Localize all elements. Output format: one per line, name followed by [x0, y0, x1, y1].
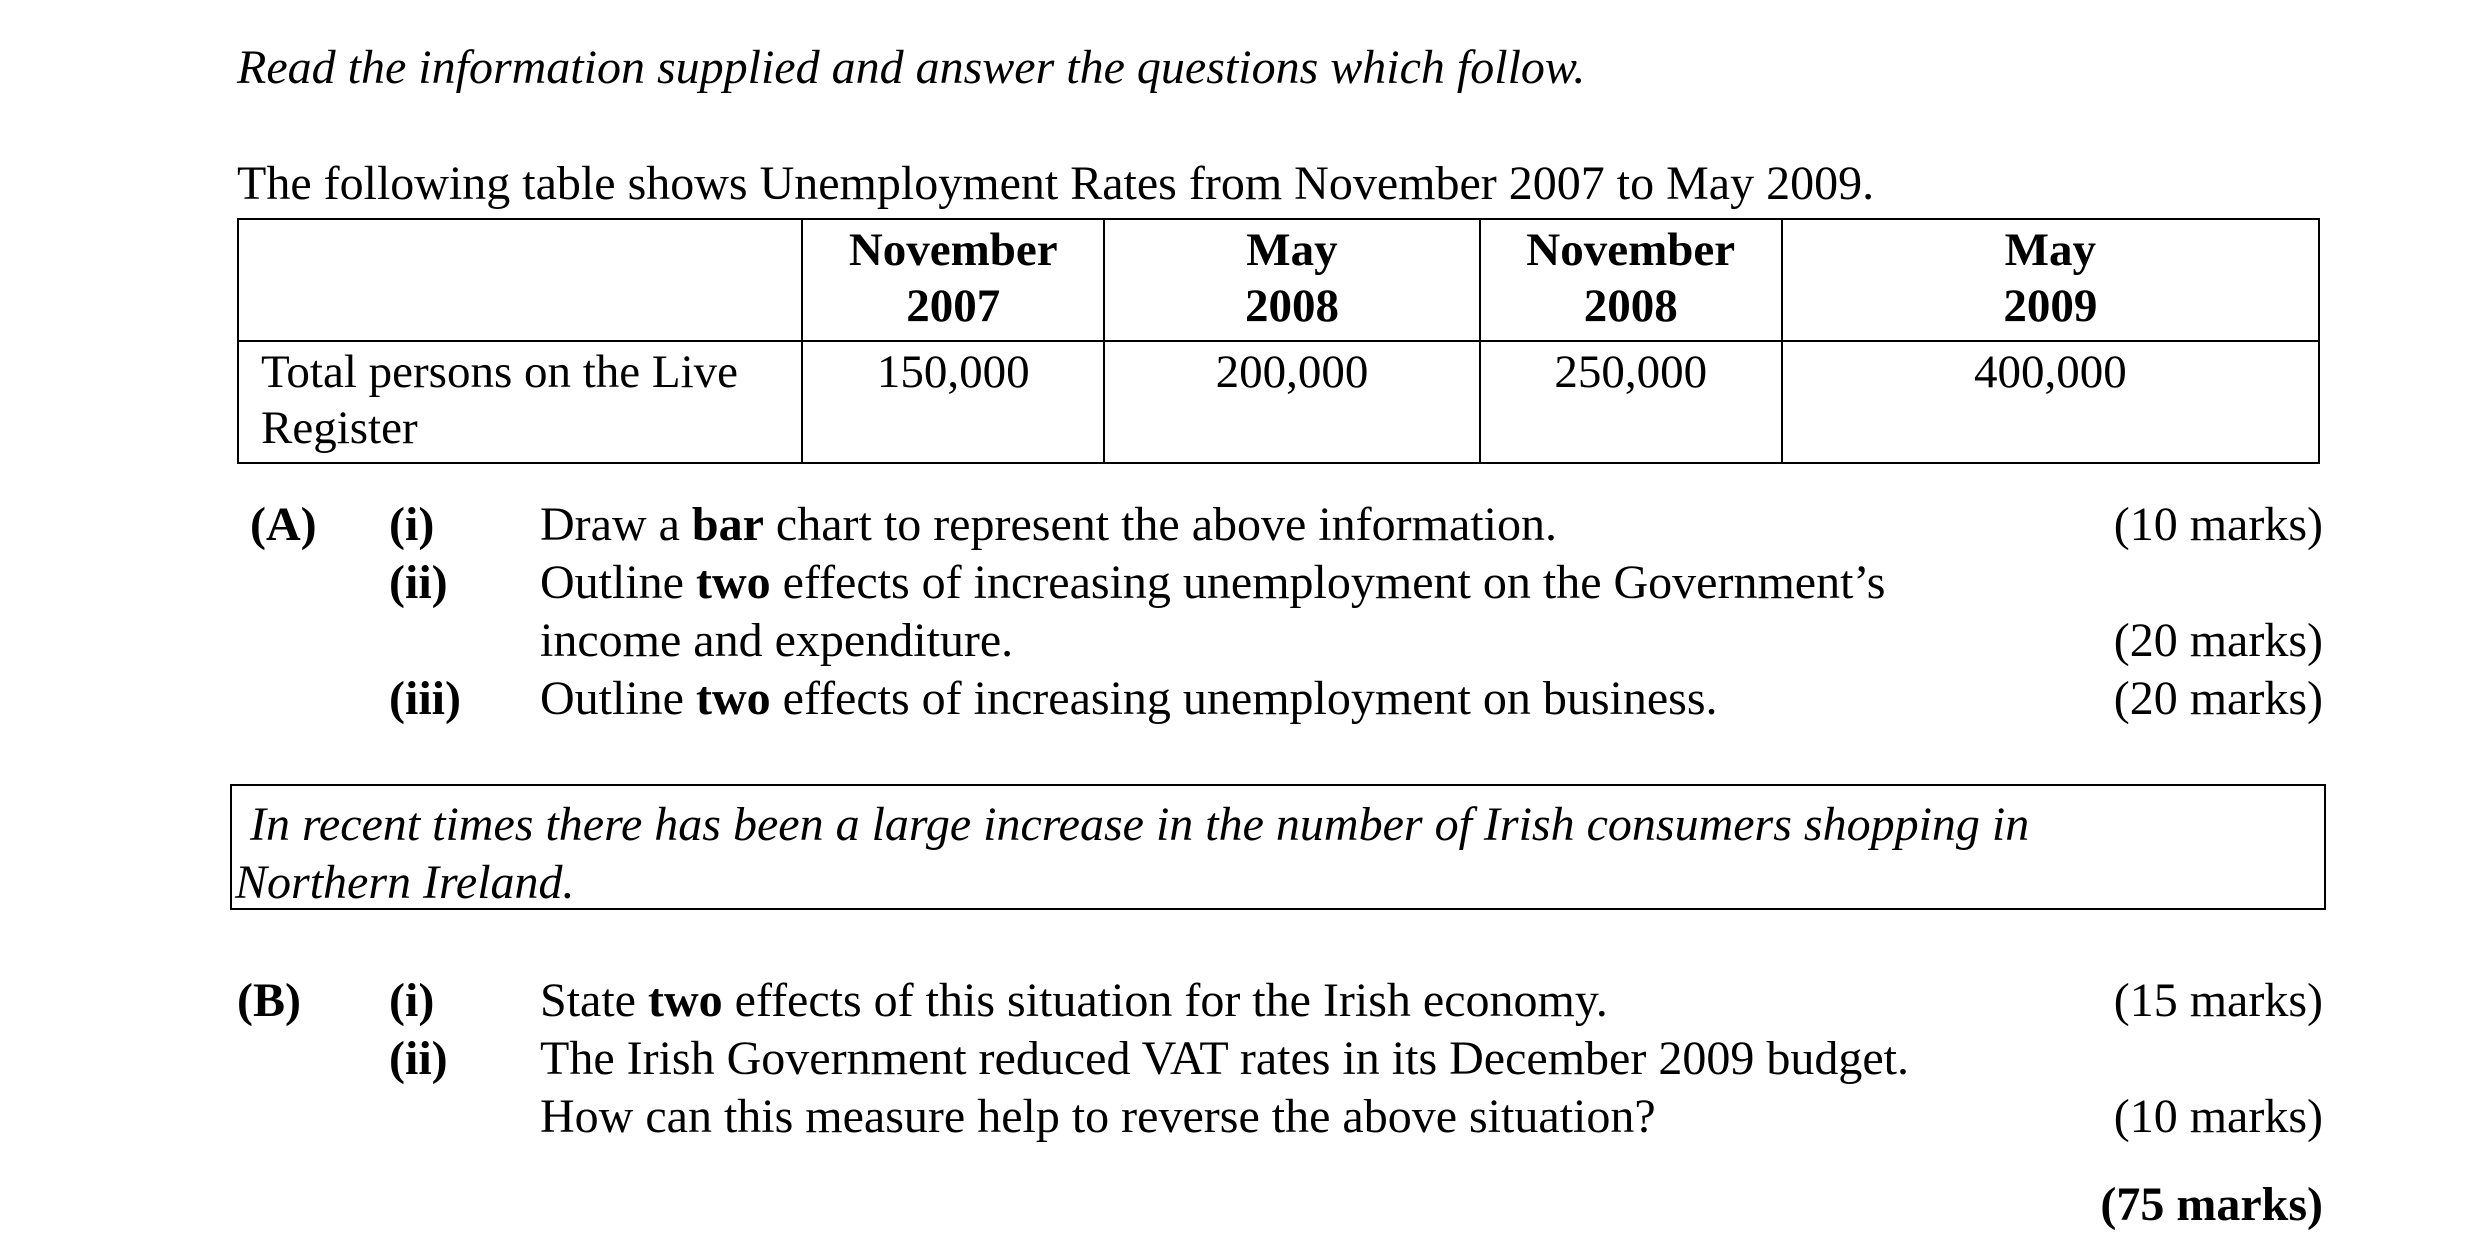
question-text: The Irish Government reduced VAT rates in its December 2009 budget. [540, 1032, 1909, 1085]
question-text-continued: How can this measure help to reverse the above situation? [540, 1090, 1656, 1143]
question-number: (i) [389, 498, 435, 551]
table-header-may-2009 [1782, 219, 2319, 341]
header-line: May [1246, 224, 1338, 276]
scenario-line: In recent times there has been a large increase in the number of Irish consumers shopping in [250, 798, 2030, 851]
question-text-part: effects of this situation for the Irish economy. [722, 974, 1608, 1027]
header-line: 2008 [1244, 280, 1339, 332]
table-row [238, 341, 2319, 463]
question-text-part: effects of increasing unemployment on the Government’s [770, 556, 1886, 609]
question-marks: (15 marks) [2113, 974, 2323, 1027]
header-line: November [1526, 224, 1736, 276]
question-text-part: Outline [540, 672, 696, 725]
question-emphasis: bar [691, 498, 764, 551]
part-a-label: (A) [250, 498, 317, 551]
table-cell: 400,000 [1782, 341, 2319, 463]
question-text [540, 554, 1885, 612]
question-number: (iii) [389, 672, 461, 725]
header-line: November [848, 224, 1058, 276]
header-line: 2009 [2003, 280, 2098, 332]
question-marks: (20 marks) [2113, 672, 2323, 725]
table-header-nov-2007 [802, 219, 1104, 341]
scenario-line: Northern Ireland. [235, 856, 575, 909]
question-emphasis: two [647, 974, 723, 1027]
table-header-row [238, 219, 2319, 341]
unemployment-table [237, 218, 2320, 464]
table-cell: 250,000 [1480, 341, 1782, 463]
question-emphasis: two [695, 556, 771, 609]
question-marks: (20 marks) [2113, 614, 2323, 667]
part-b-label: (B) [237, 974, 301, 1027]
question-text-part: State [540, 974, 648, 1027]
question-text [540, 972, 1608, 1030]
total-marks: (75 marks) [2100, 1178, 2323, 1231]
question-marks: (10 marks) [2113, 498, 2323, 551]
instructions: Read the information supplied and answer the questions which follow. [237, 41, 1586, 94]
question-text [540, 496, 1557, 554]
header-line: 2008 [1583, 280, 1678, 332]
question-text-part: chart to represent the above information. [763, 498, 1557, 551]
table-corner-cell [238, 219, 802, 341]
table-caption: The following table shows Unemployment Rates from November 2007 to May 2009. [237, 157, 1875, 210]
scenario-box [230, 784, 2326, 910]
table-cell: 150,000 [802, 341, 1104, 463]
question-text-part: Outline [540, 556, 696, 609]
question-number: (i) [389, 974, 435, 1027]
question-number: (ii) [389, 1032, 448, 1085]
table-cell: 200,000 [1104, 341, 1480, 463]
table-row-label: Total persons on the Live Register [238, 341, 802, 463]
question-text-part: effects of increasing unemployment on business. [770, 672, 1718, 725]
header-line: May [2004, 224, 2096, 276]
question-number: (ii) [389, 556, 448, 609]
table-header-may-2008 [1104, 219, 1480, 341]
question-marks: (10 marks) [2113, 1090, 2323, 1143]
table-header-nov-2008 [1480, 219, 1782, 341]
question-text [540, 670, 1718, 728]
question-text-continued: income and expenditure. [540, 614, 1014, 667]
question-emphasis: two [695, 672, 771, 725]
header-line: 2007 [906, 280, 1001, 332]
question-text-part: Draw a [540, 498, 692, 551]
